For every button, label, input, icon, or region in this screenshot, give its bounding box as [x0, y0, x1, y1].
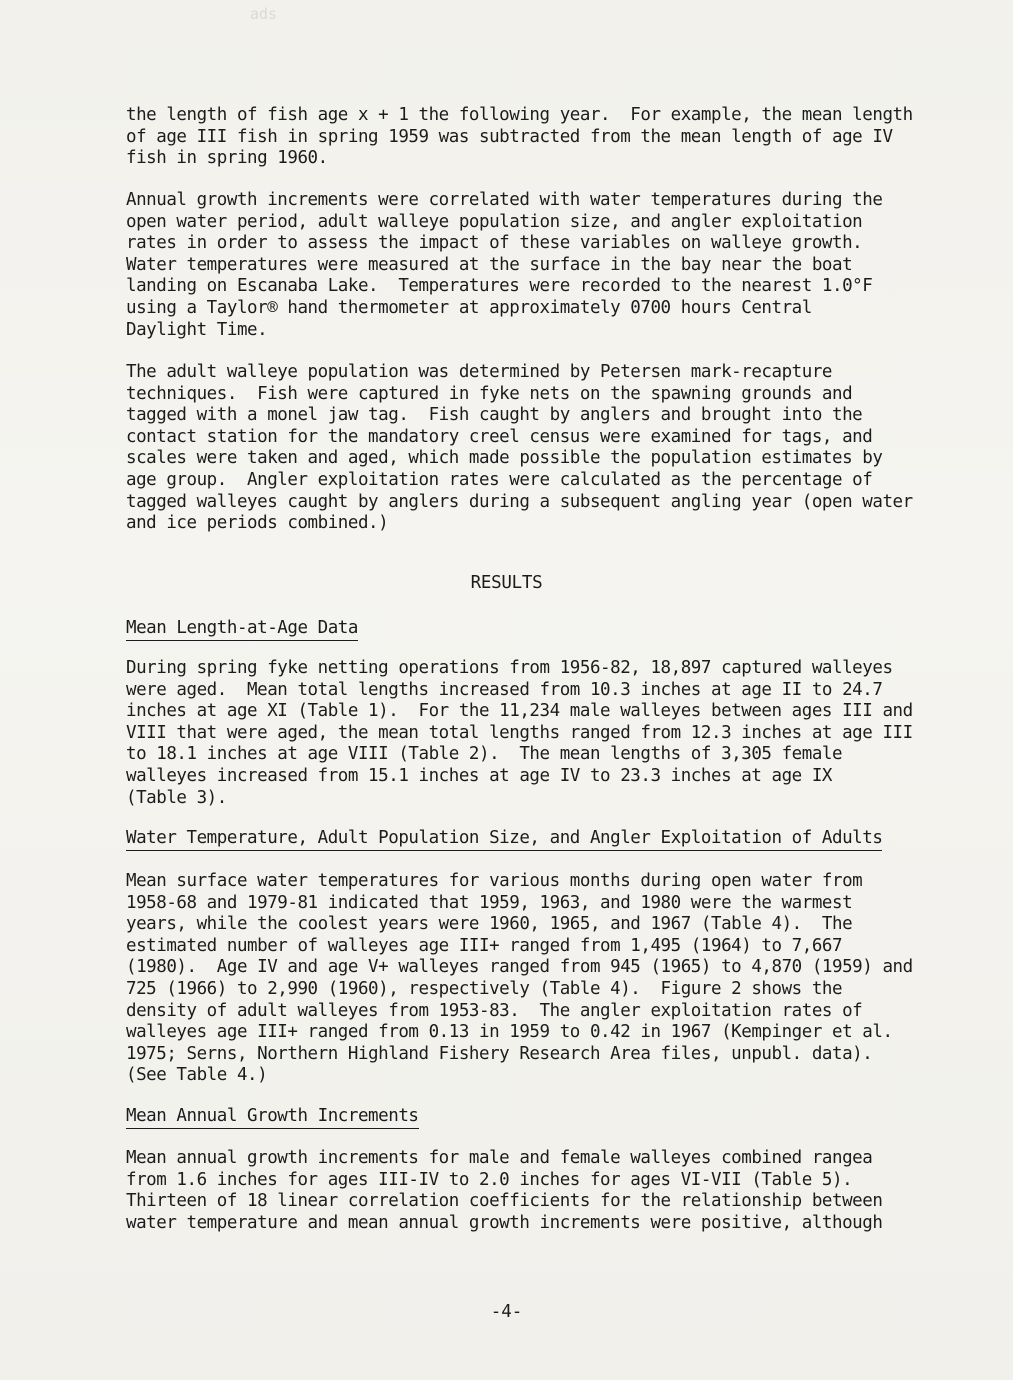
paragraph-growth-increments: Mean annual growth increments for male and female walleyes combined rangea from 1.6 inches for ages III-IV to 2.0 inches for ages VI-VII (Table 5). Thirteen of 18 linear correlation coefficients for the relationship between water temperature and mean annual growth increments were positive, although	[126, 1148, 883, 1233]
show-through-marks: ads	[250, 5, 278, 23]
section-heading-mean-length: Mean Length-at-Age Data	[126, 617, 358, 641]
paragraph-mean-length: During spring fyke netting operations from 1956-82, 18,897 captured walleyes were aged. Mean total lengths increased from 10.3 inches at age II to 24.7 inches at age XI (Table 1). For the 11,234 male walleyes between ages III and VIII that were aged, the mean total lengths ranged from 12.3 inches at age III to 18.1 inches at age VIII (Table 2). The mean lengths of 3,305 female walleyes increased from 15.1 inches at age IV to 23.3 inches at age IX (Table 3).	[126, 658, 913, 808]
page-number: -4-	[490, 1302, 523, 1322]
paragraph-population-estimate: The adult walleye population was determined by Petersen mark-recapture techniques. Fish were captured in fyke nets on the spawning grounds and tagged with a monel jaw tag. Fish caught by anglers and brought into the contact station for the mandatory creel census were examined for tags, and scales were taken and aged, which made possible the population estimates by age group. Angler exploitation rates were calculated as the percentage of tagged walleyes caught by anglers during a subsequent angling year (open water and ice periods combined.)	[126, 362, 913, 534]
results-heading: RESULTS	[470, 573, 543, 593]
paragraph-water-temperature: Mean surface water temperatures for various months during open water from 1958-68 and 1979-81 indicated that 1959, 1963, and 1980 were the warmest years, while the coolest years were 1960, 1965, and 1967 (Table 4). The estimated number of walleyes age III+ ranged from 1,495 (1964) to 7,667 (1980). Age IV and age V+ walleyes ranged from 945 (1965) to 4,870 (1959) and 725 (1966) to 2,990 (1960), respectively (Table 4). Figure 2 shows the density of adult walleyes from 1953-83. The angler exploitation rates of walleyes age III+ ranged from 0.13 in 1959 to 0.42 in 1967 (Kempinger et al. 1975; Serns, Northern Highland Fishery Research Area files, unpubl. data). (See Table 4.)	[126, 871, 913, 1086]
paragraph-growth-correlation: Annual growth increments were correlated with water temperatures during the open water period, adult walleye population size, and angler exploitation rates in order to assess the impact of these variables on walleye growth. Water temperatures were measured at the surface in the bay near the boat landing on Escanaba Lake. Temperatures were recorded to the nearest 1.0°F using a Taylor® hand thermometer at approximately 0700 hours Central Daylight Time.	[126, 190, 883, 340]
section-heading-growth-increments: Mean Annual Growth Increments	[126, 1105, 419, 1129]
paragraph-growth-method: the length of fish age x + 1 the following year. For example, the mean length of age III fish in spring 1959 was subtracted from the mean length of age IV fish in spring 1960.	[126, 105, 913, 169]
section-heading-water-temperature: Water Temperature, Adult Population Size, and Angler Exploitation of Adults	[126, 827, 882, 851]
